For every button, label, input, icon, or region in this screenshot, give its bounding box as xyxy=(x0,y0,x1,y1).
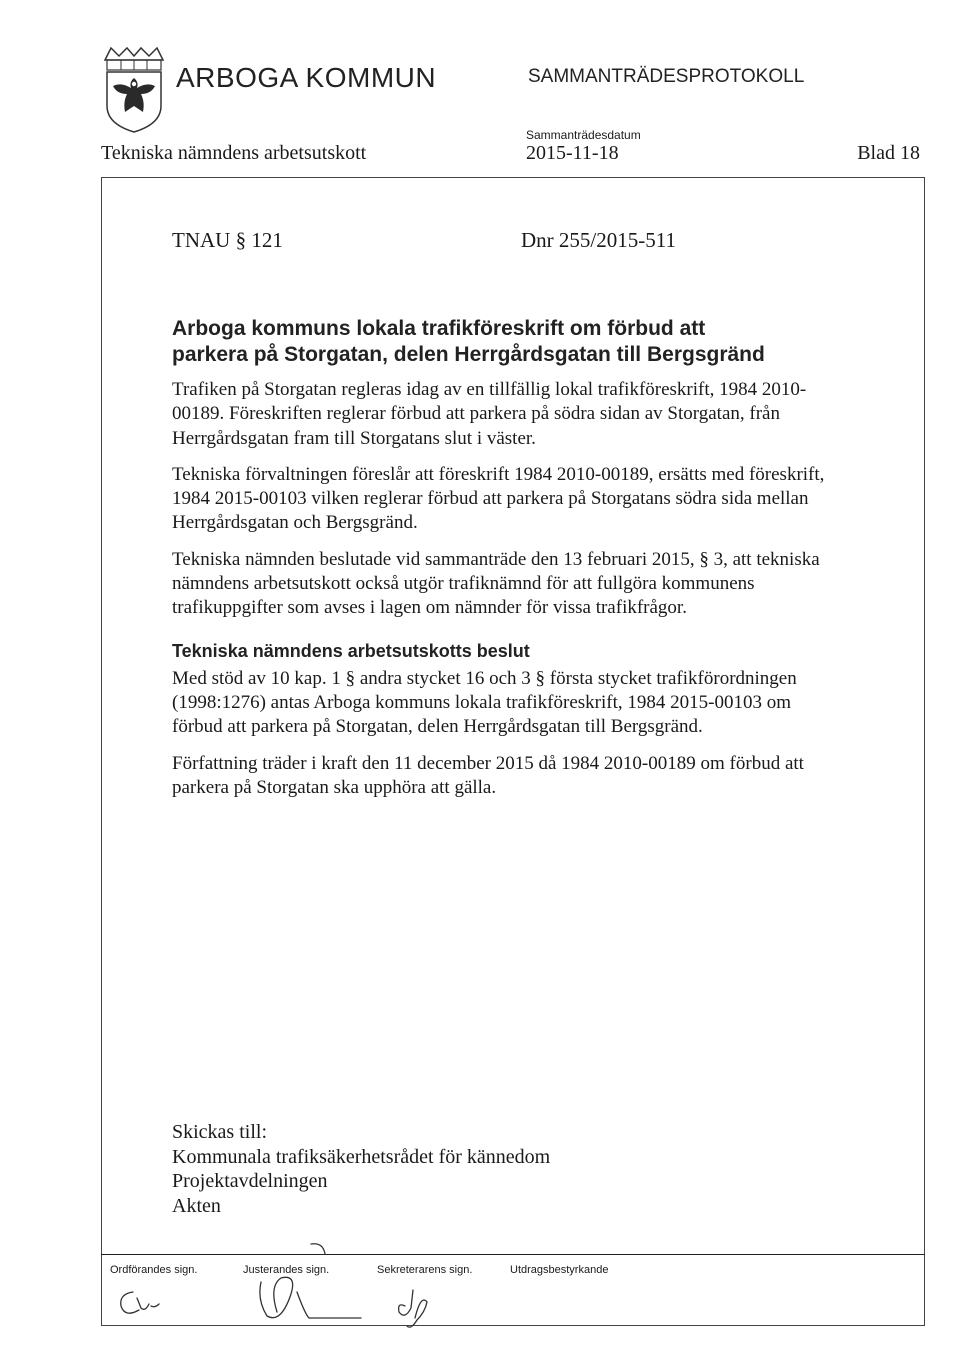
organization-name: ARBOGA KOMMUN xyxy=(176,62,437,93)
proposal-paragraph: Tekniska förvaltningen föreslår att föreskrift 1984 2010-00189, ersätts med föreskrift, 1984 2015-00103 vilken reglerar förbud att parkera på Storgatans södra sida mellan Herrgårdsgatan och Bergsgränd. xyxy=(172,463,825,534)
diary-number: Dnr 255/2015-511 xyxy=(521,228,676,252)
document-type: SAMMANTRÄDESPROTOKOLL xyxy=(528,66,805,87)
mandate-paragraph: Tekniska nämnden beslutade vid sammanträde den 13 februari 2015, § 3, att tekniska nämndens arbetsutskott också utgör trafiknämnd för att fullgöra kommunens trafikuppgifter som avses i lagen om nämnder för vissa trafikfrågor. xyxy=(172,548,820,619)
adjuster-signature xyxy=(260,1244,361,1318)
effective-date-paragraph: Författning träder i kraft den 11 december 2015 då 1984 2010-00189 om förbud att parkera på Storgatan ska upphöra att gälla. xyxy=(172,752,804,798)
document-title xyxy=(172,316,832,368)
meeting-date-label: Sammanträdesdatum xyxy=(526,128,641,142)
section-reference: TNAU § 121 xyxy=(172,228,283,252)
adjuster-signature-label: Justerandes sign. xyxy=(243,1264,330,1276)
main-content xyxy=(172,316,832,812)
handwritten-signatures xyxy=(101,1234,521,1334)
chair-signature-label: Ordförandes sign. xyxy=(110,1264,198,1276)
secretary-signature-label: Sekreterarens sign. xyxy=(377,1264,473,1276)
decision-paragraph: Med stöd av 10 kap. 1 § andra stycket 16 och 3 § första stycket trafikförordningen (1998:1276) antas Arboga kommuns lokala trafikföreskrift, 1984 2015-00103 om förbud att parkera på Storgatan, delen Herrgårdsgatan till Bergsgränd. xyxy=(172,667,797,738)
page-number: Blad 18 xyxy=(857,142,920,164)
distribution-list xyxy=(172,1120,550,1218)
decision-heading: Tekniska nämndens arbetsutskotts beslut xyxy=(172,640,530,661)
committee-name: Tekniska nämndens arbetsutskott xyxy=(101,142,367,164)
meeting-date: 2015-11-18 xyxy=(526,142,619,164)
recipient-item: Projektavdelningen xyxy=(172,1170,328,1192)
chair-signature xyxy=(121,1292,159,1313)
recipient-item: Kommunala trafiksäkerhetsrådet för kännedom xyxy=(172,1145,551,1168)
secretary-signature xyxy=(399,1290,427,1327)
title-line-1: Arboga kommuns lokala trafikföreskrift om förbud att xyxy=(172,317,706,340)
title-line-2: parkera på Storgatan, delen Herrgårdsgatan till Bergsgränd xyxy=(172,343,765,366)
distribution-heading: Skickas till: xyxy=(172,1121,267,1143)
recipient-item: Akten xyxy=(172,1194,221,1217)
certification-label: Utdragsbestyrkande xyxy=(510,1264,609,1276)
arboga-coat-of-arms-eagle-icon xyxy=(101,46,167,134)
background-paragraph: Trafiken på Storgatan regleras idag av en tillfällig lokal trafikföreskrift, 1984 2010-00189. Föreskriften reglerar förbud att parkera på södra sidan av Storgatan, från Herrgårdsgatan fram till Storgatans slut i väster. xyxy=(172,379,807,449)
